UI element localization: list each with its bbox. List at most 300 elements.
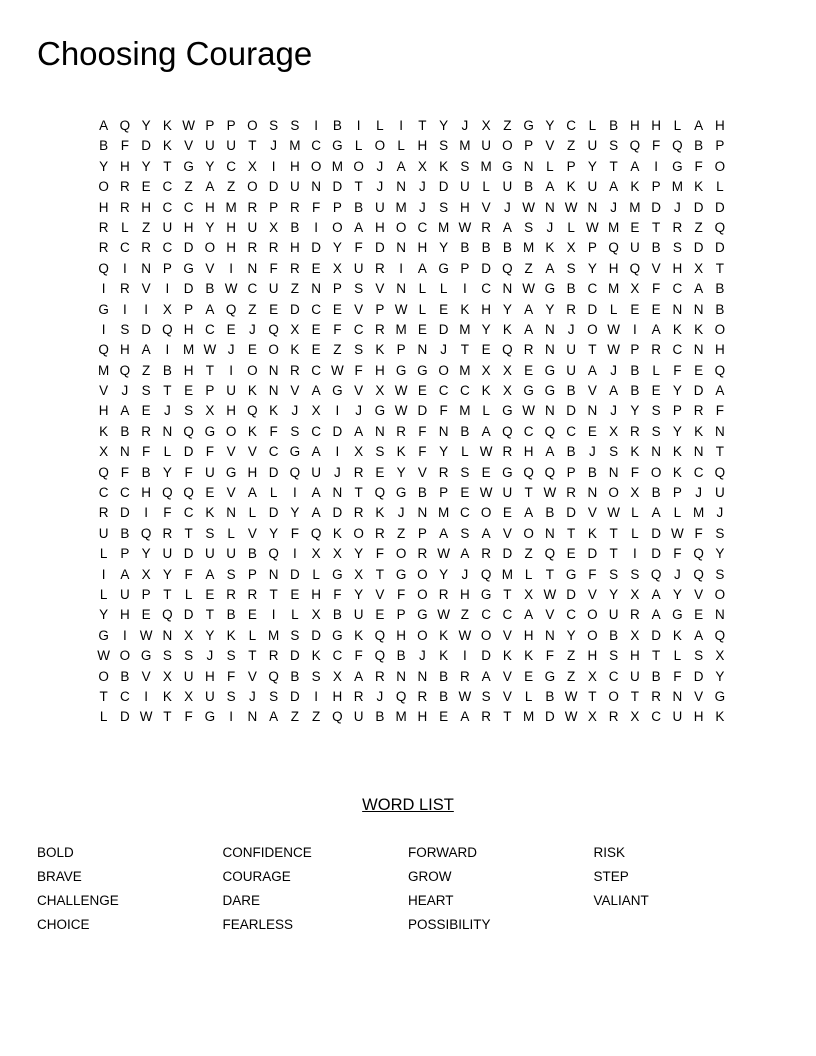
grid-letter: U <box>502 485 513 501</box>
grid-letter: O <box>608 688 619 704</box>
grid-letter: P <box>332 281 342 297</box>
grid-letter: S <box>481 688 491 704</box>
grid-row <box>93 279 731 299</box>
grid-letter: Q <box>374 648 386 664</box>
grid-letter: P <box>375 301 385 317</box>
grid-letter: S <box>184 403 194 419</box>
grid-letter: F <box>652 281 661 297</box>
grid-letter: Z <box>290 281 299 297</box>
grid-letter: A <box>311 444 321 460</box>
grid-letter: D <box>693 199 704 215</box>
grid-letter: F <box>163 505 172 521</box>
grid-letter: T <box>567 525 576 541</box>
grid-letter: O <box>119 648 131 664</box>
grid-letter: Q <box>140 525 152 541</box>
grid-letter: P <box>672 403 682 419</box>
grid-letter: H <box>120 607 130 623</box>
grid-letter: B <box>715 281 725 297</box>
grid-letter: Y <box>99 607 109 623</box>
grid-letter: Q <box>714 464 726 480</box>
grid-letter: X <box>141 566 151 582</box>
grid-letter: N <box>672 688 683 704</box>
grid-letter: H <box>417 709 428 725</box>
grid-letter: Q <box>332 709 343 725</box>
grid-letter: Q <box>629 260 641 276</box>
grid-letter: R <box>375 525 385 541</box>
grid-letter: U <box>353 260 364 276</box>
grid-letter: U <box>290 179 300 195</box>
grid-letter: N <box>651 444 661 460</box>
grid-letter: J <box>164 403 171 419</box>
grid-letter: B <box>694 138 704 154</box>
grid-letter: D <box>268 505 279 521</box>
grid-letter: M <box>501 566 513 582</box>
grid-letter: S <box>184 648 194 664</box>
grid-letter: D <box>290 566 300 582</box>
grid-letter: X <box>184 688 194 704</box>
grid-letter: G <box>140 648 152 664</box>
grid-letter: G <box>183 158 194 174</box>
grid-letter: F <box>269 260 278 276</box>
grid-letter: H <box>183 362 194 378</box>
grid-letter: T <box>99 688 108 704</box>
grid-letter: B <box>375 709 385 725</box>
grid-letter: X <box>375 383 385 399</box>
grid-letter: O <box>502 138 513 154</box>
grid-letter: A <box>609 179 619 195</box>
grid-letter: K <box>566 179 576 195</box>
grid-letter: E <box>417 321 427 337</box>
grid-letter: L <box>461 444 469 460</box>
grid-letter: M <box>608 281 620 297</box>
grid-letter: A <box>439 525 449 541</box>
grid-letter: U <box>353 607 364 623</box>
grid-letter: X <box>587 668 597 684</box>
grid-letter: Y <box>609 586 619 602</box>
grid-letter: L <box>673 118 682 133</box>
grid-letter: S <box>226 566 236 582</box>
grid-letter: K <box>162 138 172 154</box>
grid-row <box>93 463 731 483</box>
grid-letter: D <box>651 199 661 215</box>
grid-letter: G <box>480 586 492 602</box>
grid-letter: P <box>247 566 257 582</box>
grid-letter: U <box>162 219 173 235</box>
grid-letter: W <box>671 525 684 541</box>
grid-letter: H <box>375 362 385 378</box>
grid-letter: W <box>331 362 344 378</box>
grid-letter: O <box>714 321 726 337</box>
grid-letter: N <box>545 403 555 419</box>
grid-letter: H <box>630 648 640 664</box>
grid-letter: S <box>694 648 704 664</box>
grid-letter: G <box>438 260 449 276</box>
grid-letter: S <box>609 138 619 154</box>
grid-letter: F <box>290 525 299 541</box>
grid-letter: G <box>544 362 556 378</box>
grid-letter: N <box>396 668 406 684</box>
grid-letter: B <box>502 240 512 256</box>
grid-letter: B <box>290 668 300 684</box>
grid-row <box>93 381 731 401</box>
grid-letter: J <box>695 485 702 501</box>
grid-letter: E <box>141 607 151 623</box>
grid-letter: J <box>397 505 405 521</box>
grid-row <box>93 218 731 238</box>
grid-letter: Q <box>502 342 513 358</box>
grid-letter: C <box>120 485 130 501</box>
grid-letter: Z <box>142 362 151 378</box>
grid-letter: Q <box>714 219 726 235</box>
grid-letter: F <box>184 566 193 582</box>
grid-letter: R <box>120 199 130 215</box>
grid-letter: Q <box>268 668 279 684</box>
grid-letter: C <box>608 668 619 684</box>
grid-letter: J <box>610 362 617 378</box>
grid-letter: A <box>545 444 555 460</box>
grid-letter: B <box>120 668 130 684</box>
grid-letter: N <box>247 260 258 276</box>
grid-letter: Z <box>290 709 299 725</box>
grid-letter: D <box>481 260 491 276</box>
grid-letter: E <box>502 505 512 521</box>
grid-letter: I <box>229 362 233 378</box>
grid-letter: K <box>439 158 449 174</box>
grid-letter: D <box>545 709 555 725</box>
grid-letter: H <box>226 219 236 235</box>
grid-letter: W <box>139 709 153 725</box>
grid-letter: G <box>523 118 534 133</box>
grid-letter: S <box>524 219 534 235</box>
grid-letter: J <box>376 158 384 174</box>
grid-letter: T <box>163 586 172 602</box>
grid-letter: L <box>99 546 108 562</box>
grid-letter: E <box>311 321 321 337</box>
grid-row <box>93 198 731 218</box>
grid-letter: P <box>566 158 576 174</box>
grid-letter: N <box>226 505 236 521</box>
grid-letter: V <box>502 688 512 704</box>
grid-letter: B <box>460 240 470 256</box>
grid-letter: A <box>651 505 661 521</box>
grid-letter: E <box>651 383 661 399</box>
grid-letter: O <box>247 179 258 195</box>
grid-letter: S <box>439 199 449 215</box>
grid-letter: A <box>417 260 427 276</box>
grid-letter: V <box>354 301 364 317</box>
grid-letter: D <box>332 179 343 195</box>
grid-letter: H <box>715 118 725 133</box>
grid-letter: S <box>630 566 640 582</box>
grid-row <box>93 116 731 136</box>
grid-letter: I <box>271 158 276 174</box>
grid-letter: C <box>651 709 661 725</box>
grid-letter: T <box>609 546 618 562</box>
grid-letter: T <box>652 219 661 235</box>
grid-letter: R <box>651 342 661 358</box>
grid-letter: K <box>99 423 109 439</box>
grid-letter: O <box>714 586 726 602</box>
grid-letter: K <box>247 423 257 439</box>
grid-letter: U <box>566 362 576 378</box>
grid-letter: Z <box>503 118 512 133</box>
grid-letter: T <box>715 260 724 276</box>
grid-letter: S <box>609 566 619 582</box>
grid-letter: U <box>205 138 215 154</box>
grid-letter: C <box>311 138 321 154</box>
grid-letter: R <box>290 199 300 215</box>
grid-letter: U <box>205 464 215 480</box>
word-list-column <box>408 841 594 937</box>
grid-letter: X <box>332 546 342 562</box>
grid-letter: G <box>395 566 407 582</box>
grid-letter: V <box>694 688 704 704</box>
grid-letter: J <box>504 199 511 215</box>
grid-letter: B <box>439 688 449 704</box>
grid-letter: R <box>460 668 470 684</box>
grid-row <box>93 503 731 523</box>
grid-letter: L <box>354 138 363 154</box>
grid-letter: K <box>375 505 385 521</box>
grid-letter: V <box>247 668 257 684</box>
grid-letter: X <box>205 403 215 419</box>
grid-letter: S <box>460 525 470 541</box>
grid-letter: F <box>120 464 129 480</box>
grid-letter: X <box>354 444 364 460</box>
grid-letter: V <box>587 383 597 399</box>
grid-letter: G <box>672 607 683 623</box>
grid-letter: Y <box>162 464 172 480</box>
grid-letter: K <box>290 342 300 358</box>
grid-letter: Z <box>227 179 236 195</box>
grid-letter: L <box>397 138 405 154</box>
grid-letter: W <box>586 219 599 235</box>
grid-letter: F <box>545 648 554 664</box>
grid-letter: J <box>376 179 384 195</box>
grid-letter: Y <box>205 627 215 643</box>
grid-letter: F <box>333 586 342 602</box>
grid-letter: I <box>229 709 233 725</box>
grid-letter: I <box>462 281 467 297</box>
grid-letter: J <box>355 403 362 419</box>
grid-letter: F <box>375 546 384 562</box>
grid-letter: N <box>715 607 725 623</box>
grid-letter: B <box>417 485 427 501</box>
grid-letter: X <box>311 607 321 623</box>
grid-letter: I <box>654 158 658 174</box>
grid-letter: R <box>290 362 300 378</box>
grid-letter: N <box>587 199 598 215</box>
grid-letter: U <box>183 668 194 684</box>
grid-letter: U <box>311 464 321 480</box>
grid-letter: O <box>417 586 428 602</box>
grid-letter: K <box>439 627 449 643</box>
grid-letter: G <box>332 566 343 582</box>
grid-letter: E <box>290 586 300 602</box>
grid-letter: H <box>481 301 491 317</box>
grid-letter: B <box>205 281 215 297</box>
grid-letter: O <box>650 464 662 480</box>
grid-letter: Q <box>162 485 173 501</box>
grid-letter: Z <box>524 260 533 276</box>
grid-letter: E <box>141 179 151 195</box>
grid-letter: J <box>461 118 469 133</box>
grid-letter: Q <box>268 546 279 562</box>
grid-letter: A <box>651 586 661 602</box>
grid-letter: U <box>375 199 385 215</box>
grid-letter: C <box>417 219 428 235</box>
grid-letter: W <box>437 607 450 623</box>
grid-letter: X <box>715 648 725 664</box>
grid-letter: M <box>438 505 450 521</box>
grid-letter: H <box>98 403 109 419</box>
grid-letter: L <box>312 566 320 582</box>
page-title: Choosing Courage <box>37 35 313 72</box>
grid-letter: B <box>247 546 257 562</box>
grid-letter: N <box>311 281 321 297</box>
grid-letter: O <box>353 525 364 541</box>
grid-letter: E <box>205 586 215 602</box>
grid-letter: N <box>545 525 555 541</box>
grid-letter: L <box>99 586 108 602</box>
grid-letter: B <box>354 199 364 215</box>
grid-letter: T <box>184 525 193 541</box>
grid-letter: O <box>417 627 428 643</box>
grid-letter: U <box>460 179 470 195</box>
grid-letter: N <box>715 423 725 439</box>
grid-letter: Q <box>672 138 683 154</box>
grid-letter: B <box>99 138 109 154</box>
grid-row <box>93 483 731 503</box>
grid-letter: L <box>631 505 639 521</box>
grid-letter: Z <box>312 709 321 725</box>
grid-letter: Y <box>630 403 640 419</box>
grid-letter: V <box>694 586 704 602</box>
grid-letter: C <box>162 179 173 195</box>
grid-letter: R <box>162 525 173 541</box>
grid-letter: A <box>141 342 151 358</box>
grid-letter: X <box>694 260 704 276</box>
grid-letter: I <box>399 260 403 276</box>
grid-letter: C <box>332 648 343 664</box>
grid-letter: B <box>439 668 449 684</box>
grid-letter: S <box>460 158 470 174</box>
grid-letter: X <box>354 566 364 582</box>
grid-letter: N <box>672 301 683 317</box>
grid-letter: Q <box>247 403 258 419</box>
grid-letter: S <box>226 648 236 664</box>
grid-letter: N <box>162 627 173 643</box>
grid-letter: C <box>460 505 470 521</box>
grid-letter: E <box>375 607 385 623</box>
grid-letter: C <box>162 199 173 215</box>
grid-letter: K <box>524 648 534 664</box>
grid-letter: Y <box>439 118 449 133</box>
grid-letter: P <box>672 485 682 501</box>
grid-letter: O <box>395 546 407 562</box>
grid-letter: I <box>335 444 340 460</box>
grid-letter: N <box>502 281 513 297</box>
grid-letter: W <box>203 342 217 358</box>
grid-letter: E <box>247 342 257 358</box>
grid-letter: Q <box>183 485 194 501</box>
grid-letter: L <box>652 362 660 378</box>
grid-letter: U <box>715 485 725 501</box>
grid-letter: M <box>459 362 471 378</box>
grid-letter: K <box>672 444 682 460</box>
grid-letter: Y <box>396 464 406 480</box>
grid-letter: X <box>502 383 512 399</box>
grid-letter: D <box>183 281 194 297</box>
grid-letter: X <box>630 281 640 297</box>
grid-letter: Q <box>608 240 619 256</box>
grid-letter: H <box>693 709 704 725</box>
grid-letter: B <box>566 281 576 297</box>
grid-letter: A <box>120 566 130 582</box>
grid-letter: A <box>715 383 725 399</box>
grid-letter: H <box>417 138 428 154</box>
grid-letter: I <box>462 648 467 664</box>
grid-letter: G <box>502 158 513 174</box>
grid-letter: A <box>311 505 321 521</box>
grid-letter: W <box>394 301 408 317</box>
grid-letter: A <box>354 423 364 439</box>
grid-letter: Q <box>544 464 556 480</box>
grid-letter: T <box>652 648 661 664</box>
grid-letter: W <box>97 648 110 664</box>
grid-letter: H <box>183 321 194 337</box>
word-list-title: WORD LIST <box>362 796 454 814</box>
grid-letter: S <box>290 423 300 439</box>
grid-letter: H <box>460 199 470 215</box>
grid-letter: Q <box>119 118 131 133</box>
grid-letter: P <box>460 260 470 276</box>
grid-letter: P <box>205 383 215 399</box>
grid-letter: Y <box>332 240 342 256</box>
grid-letter: C <box>311 301 321 317</box>
grid-letter: E <box>332 301 342 317</box>
grid-letter: R <box>247 240 258 256</box>
grid-letter: R <box>481 219 491 235</box>
grid-letter: C <box>353 321 364 337</box>
grid-letter: I <box>314 688 318 704</box>
grid-letter: L <box>163 444 172 460</box>
grid-letter: F <box>312 199 321 215</box>
grid-letter: N <box>693 444 704 460</box>
grid-letter: Y <box>715 546 725 562</box>
grid-letter: I <box>144 688 148 704</box>
grid-letter: B <box>651 485 661 501</box>
grid-letter: V <box>290 383 300 399</box>
grid-letter: O <box>247 118 258 133</box>
grid-letter: U <box>502 179 513 195</box>
grid-row <box>93 707 731 727</box>
grid-letter: P <box>332 199 342 215</box>
grid-row <box>93 605 731 625</box>
grid-letter: F <box>205 444 214 460</box>
grid-letter: Q <box>374 485 386 501</box>
grid-letter: V <box>481 199 491 215</box>
grid-letter: H <box>715 342 725 358</box>
grid-letter: N <box>693 301 704 317</box>
grid-letter: A <box>524 607 534 623</box>
grid-letter: O <box>480 627 492 643</box>
grid-letter: E <box>694 607 704 623</box>
grid-letter: A <box>247 485 257 501</box>
grid-letter: P <box>439 485 449 501</box>
grid-letter: T <box>205 362 214 378</box>
grid-letter: I <box>314 118 318 133</box>
